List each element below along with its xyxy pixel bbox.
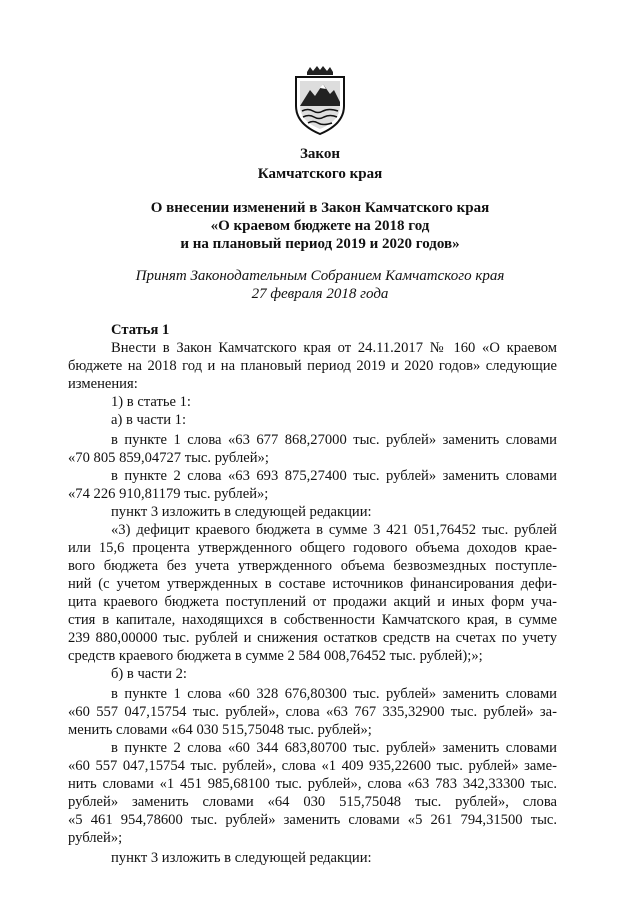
law-region: Камчатского края — [257, 166, 383, 182]
text-line: 239 880,00000 тыс. рублей и снижения остатков средств на счетах по учету — [68, 630, 557, 646]
text-line: в пункте 1 слова «60 328 676,80300 тыс. рублей» заменить словами — [111, 686, 557, 702]
text-line: б) в части 2: — [111, 666, 187, 682]
text-line: рублей» заменить словами «64 030 515,75048 тыс. рублей», слова — [68, 794, 557, 810]
text-line: нить словами «1 451 985,68100 тыс. рублей», слова «63 783 342,33300 тыс. — [68, 776, 557, 792]
text-line: «74 226 910,81179 тыс. рублей»; — [68, 486, 269, 502]
text-line: «60 557 047,15754 тыс. рублей», слова «1 409 935,22600 тыс. рублей» заме- — [68, 758, 557, 774]
text-line: «5 461 954,78600 тыс. рублей» заменить словами «5 261 794,31500 тыс. — [68, 812, 557, 828]
law-subject-line-3: и на плановый период 2019 и 2020 годов» — [180, 236, 460, 252]
text-line: в пункте 1 слова «63 677 868,27000 тыс. рублей» заменить словами — [111, 432, 557, 448]
text-line: в пункте 2 слова «60 344 683,80700 тыс. рублей» заменить словами — [111, 740, 557, 756]
text-line: «70 805 859,04727 тыс. рублей»; — [68, 450, 269, 466]
text-line: или 15,6 процента утвержденного общего годового объема доходов крае- — [68, 540, 557, 556]
text-line: средств краевого бюджета в сумме 2 584 008,76452 тыс. рублей);»; — [68, 648, 483, 664]
text-line: а) в части 1: — [111, 412, 187, 428]
text-line: «60 557 047,15754 тыс. рублей», слова «63 767 335,32900 тыс. рублей» за- — [68, 704, 557, 720]
text-line: изменения: — [68, 376, 138, 392]
text-line: менить словами «64 030 515,75048 тыс. рублей»; — [68, 722, 372, 738]
article-heading: Статья 1 — [111, 322, 170, 338]
text-line: пункт 3 изложить в следующей редакции: — [111, 504, 372, 520]
text-line: ний (с учетом утвержденных в составе источников финансирования дефи- — [68, 576, 557, 592]
text-line: стия в капитале, находящихся в собственности Камчатского края, в сумме — [68, 612, 557, 628]
text-line: в пункте 2 слова «63 693 875,27400 тыс. рублей» заменить словами — [111, 468, 557, 484]
text-line: рублей»; — [68, 830, 123, 846]
adopted-line-1: Принят Законодательным Собранием Камчатского края — [135, 268, 505, 284]
adopted-line-2: 27 февраля 2018 года — [251, 286, 389, 302]
text-line: «3) дефицит краевого бюджета в сумме 3 421 051,76452 тыс. рублей — [111, 522, 557, 538]
text-line: цита краевого бюджета поступлений от продажи акций и иных форм уча- — [68, 594, 557, 610]
coat-of-arms-icon — [293, 66, 347, 136]
text-line: вого бюджета без учета утвержденного объема безвозмездных поступле- — [68, 558, 557, 574]
text-line: бюджете на 2018 год и на плановый период 2019 и 2020 годов» следующие — [68, 358, 557, 374]
text-line: Внести в Закон Камчатского края от 24.11.2017 № 160 «О краевом — [111, 340, 557, 356]
law-title: Закон — [299, 146, 340, 162]
law-subject-line-2: «О краевом бюджете на 2018 год — [210, 218, 430, 234]
text-line: 1) в статье 1: — [111, 394, 191, 410]
law-subject-line-1: О внесении изменений в Закон Камчатского края — [150, 200, 490, 216]
text-line: пункт 3 изложить в следующей редакции: — [111, 850, 372, 866]
